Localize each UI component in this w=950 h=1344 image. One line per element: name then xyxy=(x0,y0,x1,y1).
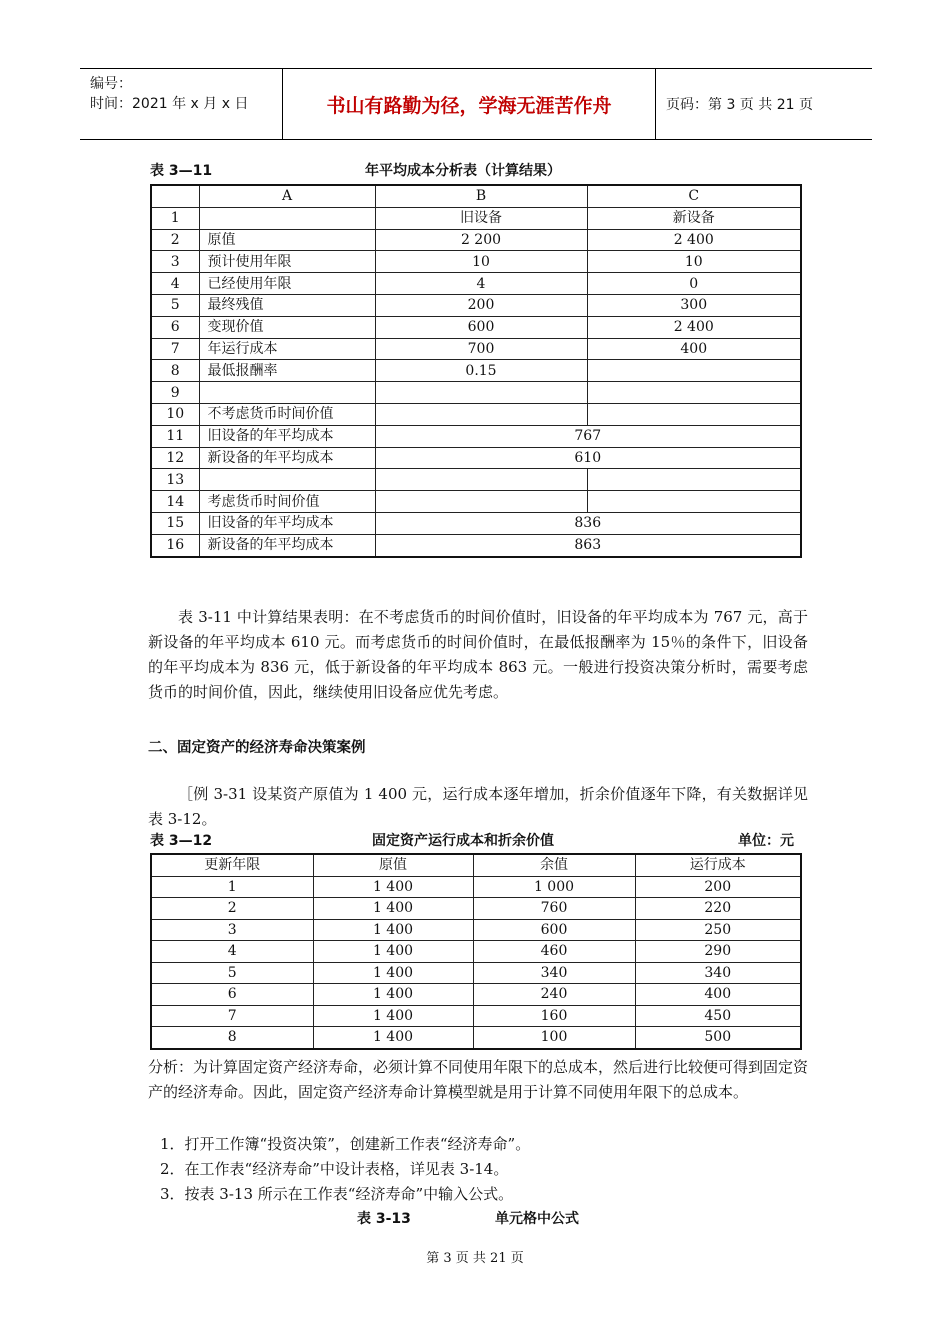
table-row xyxy=(151,469,801,491)
year-cell: 3 xyxy=(151,919,313,941)
operating-cost-cell: 340 xyxy=(635,962,801,984)
residual-value-cell: 340 xyxy=(473,962,635,984)
table-row xyxy=(151,403,801,425)
header-cell: 运行成本 xyxy=(635,854,801,876)
table-header-row xyxy=(151,854,801,876)
merged-value-cell: 863 xyxy=(375,534,801,556)
table-row xyxy=(151,229,801,251)
year-cell: 8 xyxy=(151,1027,313,1049)
row-label: 最低报酬率 xyxy=(199,360,375,382)
row-label: 预计使用年限 xyxy=(199,251,375,273)
table-row xyxy=(151,207,801,229)
cell-old-equipment: 600 xyxy=(375,316,587,338)
residual-value-cell: 1 000 xyxy=(473,876,635,898)
original-value-cell: 1 400 xyxy=(313,941,473,963)
row-label: 旧设备的年平均成本 xyxy=(199,512,375,534)
cell-old-equipment xyxy=(375,403,587,425)
row-label: 考虑货币时间价值 xyxy=(199,491,375,513)
result-paragraph: 表 3-11 中计算结果表明：在不考虑货币的时间价值时，旧设备的年平均成本为 767 元，高于新设备的年平均成本 610 元。而考虑货币的时间价值时，在最低报酬率为 15％的条件下，旧设备的年平均成本为 836 元，低于新设备的年平均成本 863 元。一般进行投资决策分析时，需要考虑货币的时间价值，因此，继续使用旧设备应优先考虑。 xyxy=(148,608,808,701)
original-value-cell: 1 400 xyxy=(313,1027,473,1049)
row-number: 3 xyxy=(151,251,199,273)
operating-cost-cell: 500 xyxy=(635,1027,801,1049)
cell-old-equipment xyxy=(375,469,587,491)
operating-cost-cell: 450 xyxy=(635,1005,801,1027)
row-number: 8 xyxy=(151,360,199,382)
row-label: 已经使用年限 xyxy=(199,273,375,295)
cell-old-equipment: 旧设备 xyxy=(375,207,587,229)
row-number: 15 xyxy=(151,512,199,534)
cell-new-equipment: 新设备 xyxy=(587,207,801,229)
row-label: 原值 xyxy=(199,229,375,251)
row-label: 最终残值 xyxy=(199,294,375,316)
row-number: 1 xyxy=(151,207,199,229)
cell-old-equipment: 2 200 xyxy=(375,229,587,251)
row-label: 新设备的年平均成本 xyxy=(199,447,375,469)
cell-old-equipment xyxy=(375,491,587,513)
year-cell: 5 xyxy=(151,962,313,984)
table13-caption-title: 单元格中公式 xyxy=(495,1211,579,1227)
table11-caption-title: 年平均成本分析表（计算结果） xyxy=(365,163,561,179)
residual-value-cell: 160 xyxy=(473,1005,635,1027)
table-row xyxy=(151,1005,801,1027)
example-paragraph: ［例 3-31 设某资产原值为 1 400 元，运行成本逐年增加，折余价值逐年下降，有关数据详见表 3-12。 xyxy=(148,785,808,828)
cell-new-equipment: 2 400 xyxy=(587,316,801,338)
row-number: 13 xyxy=(151,469,199,491)
row-number: 4 xyxy=(151,273,199,295)
row-label xyxy=(199,382,375,404)
table-row xyxy=(151,919,801,941)
year-cell: 4 xyxy=(151,941,313,963)
page-footer: 第 3 页 共 21 页 xyxy=(426,1251,524,1266)
residual-value-cell: 240 xyxy=(473,984,635,1006)
merged-value-cell: 610 xyxy=(375,447,801,469)
step-2: 2．在工作表“经济寿命”中设计表格，详见表 3-14。 xyxy=(160,1160,509,1178)
table12-caption-title: 固定资产运行成本和折余价值 xyxy=(372,833,554,849)
cell-old-equipment: 0.15 xyxy=(375,360,587,382)
cell-new-equipment xyxy=(587,403,801,425)
cell-new-equipment: 2 400 xyxy=(587,229,801,251)
table-row xyxy=(151,962,801,984)
table-header-row xyxy=(151,185,801,207)
cell-old-equipment: 700 xyxy=(375,338,587,360)
cell-old-equipment: 10 xyxy=(375,251,587,273)
col-header-a: A xyxy=(199,185,375,207)
table-row xyxy=(151,425,801,447)
cell-old-equipment: 200 xyxy=(375,294,587,316)
analysis-paragraph: 分析：为计算固定资产经济寿命，必须计算不同使用年限下的总成本，然后进行比较便可得到固定资产的经济寿命。因此，固定资产经济寿命计算模型就是用于计算不同使用年限下的总成本。 xyxy=(148,1058,809,1101)
row-label xyxy=(199,469,375,491)
residual-value-cell: 600 xyxy=(473,919,635,941)
row-label: 不考虑货币时间价值 xyxy=(199,403,375,425)
row-number: 14 xyxy=(151,491,199,513)
row-label xyxy=(199,207,375,229)
operating-cost-cell: 200 xyxy=(635,876,801,898)
row-number: 6 xyxy=(151,316,199,338)
table-row xyxy=(151,316,801,338)
cell-new-equipment xyxy=(587,360,801,382)
original-value-cell: 1 400 xyxy=(313,876,473,898)
original-value-cell: 1 400 xyxy=(313,1005,473,1027)
operating-cost-cell: 400 xyxy=(635,984,801,1006)
section-title: 二、固定资产的经济寿命决策案例 xyxy=(148,740,366,756)
cell-old-equipment: 4 xyxy=(375,273,587,295)
year-cell: 2 xyxy=(151,898,313,920)
table-row xyxy=(151,512,801,534)
cell-new-equipment: 400 xyxy=(587,338,801,360)
cell-new-equipment: 300 xyxy=(587,294,801,316)
residual-value-cell: 100 xyxy=(473,1027,635,1049)
number-label: 编号： xyxy=(90,76,132,92)
table-row xyxy=(151,294,801,316)
row-label: 年运行成本 xyxy=(199,338,375,360)
table-row xyxy=(151,491,801,513)
table13-caption-no: 表 3-13 xyxy=(357,1211,411,1227)
original-value-cell: 1 400 xyxy=(313,962,473,984)
table-row xyxy=(151,984,801,1006)
header-motto: 书山有路勤为径，学海无涯苦作舟 xyxy=(283,69,656,139)
cell-new-equipment xyxy=(587,491,801,513)
row-number: 12 xyxy=(151,447,199,469)
row-label: 变现价值 xyxy=(199,316,375,338)
residual-value-cell: 760 xyxy=(473,898,635,920)
year-cell: 1 xyxy=(151,876,313,898)
table-3-12 xyxy=(150,853,802,1050)
original-value-cell: 1 400 xyxy=(313,919,473,941)
residual-value-cell: 460 xyxy=(473,941,635,963)
step-1: 1．打开工作簿“投资决策”，创建新工作表“经济寿命”。 xyxy=(160,1135,531,1153)
table-row xyxy=(151,382,801,404)
table-row xyxy=(151,1027,801,1049)
operating-cost-cell: 250 xyxy=(635,919,801,941)
original-value-cell: 1 400 xyxy=(313,898,473,920)
row-number: 11 xyxy=(151,425,199,447)
table12-caption-no: 表 3—12 xyxy=(150,833,213,849)
row-number: 2 xyxy=(151,229,199,251)
table-row xyxy=(151,898,801,920)
row-number: 10 xyxy=(151,403,199,425)
header-cell: 余值 xyxy=(473,854,635,876)
step-3: 3．按表 3-13 所示在工作表“经济寿命”中输入公式。 xyxy=(160,1185,514,1203)
header-cell: 原值 xyxy=(313,854,473,876)
table-row xyxy=(151,360,801,382)
operating-cost-cell: 290 xyxy=(635,941,801,963)
cell-new-equipment xyxy=(587,469,801,491)
row-number: 5 xyxy=(151,294,199,316)
cell-new-equipment: 0 xyxy=(587,273,801,295)
table-row xyxy=(151,338,801,360)
col-header-c: C xyxy=(587,185,801,207)
table-row xyxy=(151,447,801,469)
col-header-b: B xyxy=(375,185,587,207)
table-row xyxy=(151,251,801,273)
original-value-cell: 1 400 xyxy=(313,984,473,1006)
row-number: 7 xyxy=(151,338,199,360)
row-label: 旧设备的年平均成本 xyxy=(199,425,375,447)
year-cell: 7 xyxy=(151,1005,313,1027)
cell-old-equipment xyxy=(375,382,587,404)
merged-value-cell: 767 xyxy=(375,425,801,447)
cell-new-equipment xyxy=(587,382,801,404)
table-row xyxy=(151,273,801,295)
date-label: 时间：2021 年 x 月 x 日 xyxy=(90,96,249,112)
operating-cost-cell: 220 xyxy=(635,898,801,920)
table12-unit: 单位：元 xyxy=(738,833,794,849)
table-row xyxy=(151,941,801,963)
page-header xyxy=(80,68,872,140)
merged-value-cell: 836 xyxy=(375,512,801,534)
table-row xyxy=(151,534,801,556)
header-cell: 更新年限 xyxy=(151,854,313,876)
row-number: 9 xyxy=(151,382,199,404)
table-3-11 xyxy=(150,184,802,558)
row-number: 16 xyxy=(151,534,199,556)
table11-caption-no: 表 3—11 xyxy=(150,163,213,179)
header-meta xyxy=(80,69,283,139)
table-row xyxy=(151,876,801,898)
year-cell: 6 xyxy=(151,984,313,1006)
header-page-label: 页码：第 3 页 共 21 页 xyxy=(666,97,813,113)
corner-cell xyxy=(151,185,199,207)
row-label: 新设备的年平均成本 xyxy=(199,534,375,556)
cell-new-equipment: 10 xyxy=(587,251,801,273)
